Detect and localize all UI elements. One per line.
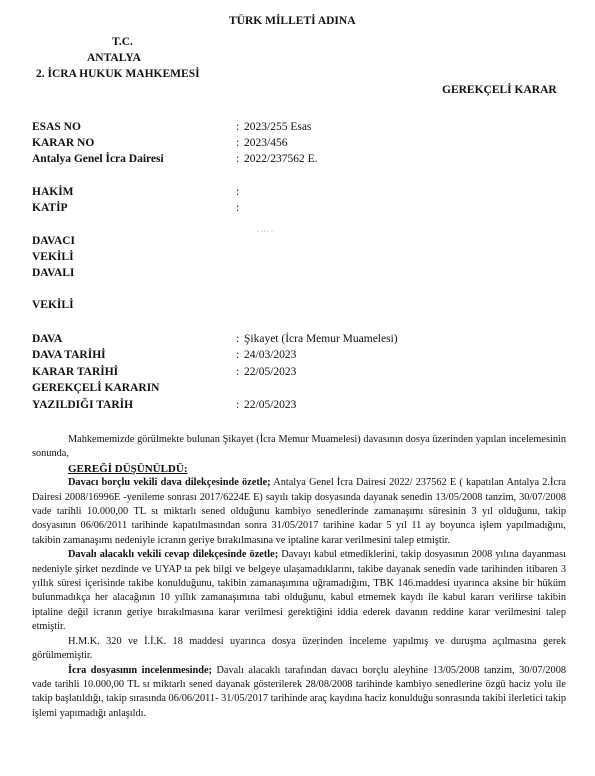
yazildigi-tarih-label: YAZILDIĞI TARİH	[32, 399, 134, 411]
response-text: Davayı kabul etmediklerini, takip dosyasının 2008 yılına dayanması nedeniyle şirket nezdinde ve UYAP ta pek bilgi ve belgeye ulaşamadıklarını, takibe dayanak senedin vade tarihinden itibaren 3 yıllık süresi içerisinde takibe konulduğunu, takibin zamanaşımına uğramadığını, TBK 146.maddesi uyarınca aksine bir hüküm bulunmadıkça her alacağının 10 yıllık zamanaşımına tabi olduğunu, kabul etmemek kaydı ile kabul kararı verilirse takibin iptaline değil icranın geriye bırakılmasına karar verilmesi gerektiğini iddia ederek davanın reddine karar verilmesini talep etmiştir.	[32, 549, 566, 633]
katip-sep: :	[236, 202, 240, 214]
body-text	[32, 433, 566, 721]
vekili-label-1: VEKİLİ	[32, 251, 74, 263]
examination-text: Davalı alacaklı tarafından davacı borçlu aleyhine 13/05/2008 tanzim, 30/07/2008 vade tarihli 10.000,00 TL sı miktarlı sened dayanak gösterilerek 28/08/2008 tarihinde kambiyo senedlerine özgü haciz yolu ile takip başlatıldığı, takip sırasında 06/06/2011- 31/05/2017 tarihinde araç kaydına haciz konulduğu sonrasında takibi ilerletici takip işlemi yapımadığı anlaşıldı.	[32, 664, 566, 719]
court-heading: 2. İCRA HUKUK MAHKEMESİ	[36, 68, 200, 80]
hakim-label: HAKİM	[32, 186, 74, 198]
esas-no-value: 2023/255 Esas	[244, 121, 312, 133]
yazildigi-tarih-value: 22/05/2023	[244, 399, 297, 411]
dava-tarihi-sep: :	[236, 349, 240, 361]
karar-no-label: KARAR NO	[32, 137, 95, 149]
davaci-label: DAVACI	[32, 235, 76, 247]
karar-no-value: 2023/456	[244, 137, 288, 149]
dava-label: DAVA	[32, 333, 63, 345]
claim-text: Antalya Genel İcra Dairesi 2022/ 237562 E ( kapatılan Antalya 2.İcra Dairesi 2008/16996E -yenileme sonrası 2017/6224E E) sayılı takip dosyasında dayanak senedin 13/05/2008 tanzim, 30/07/2008 vade tarihli 10.000,00 TL sı miktarlı sened olduğunu kambiyo senedlerinde zamanaşımı süresinin 3 yıl olduğunu, takip dosyasının 06/06/2011 tarihinde kapatılmasından sonra 31/05/2017 tarihine kadar 5 yıl 11 ay boyunca işlem yapılmadığını, takibin zamanaşımı nedeniyle icranın geriye bırakılmasına ve iptaline karar verilmesini talep etmiştir.	[32, 477, 566, 546]
vekili-label-2: VEKİLİ	[32, 299, 74, 311]
yazildigi-tarih-sep: :	[236, 399, 240, 411]
intro-paragraph: Mahkememizde görülmekte bulunan Şikayet (İcra Memur Muamelesi) davasının dosya üzerinden yapılan incelemesinin sonunda,	[32, 434, 566, 460]
procedure-paragraph: H.M.K. 320 ve İ.İ.K. 18 maddesi uyarınca dosya üzerinden inceleme yapılmış ve duruşma açılmasına gerek görülmemiştir.	[32, 635, 566, 662]
examination-paragraph	[32, 664, 566, 722]
tc-heading: T.C.	[112, 36, 133, 48]
hakim-sep: :	[236, 186, 240, 198]
document-title: TÜRK MİLLETİ ADINA	[229, 15, 356, 27]
dava-value: Şikayet (İcra Memur Muamelesi)	[244, 333, 398, 345]
response-paragraph	[32, 548, 566, 634]
gerekceli-kararin-label: GEREKÇELİ KARARIN	[32, 382, 160, 394]
decision-type-heading: GEREKÇELİ KARAR	[442, 84, 557, 96]
katip-label: KATİP	[32, 202, 68, 214]
icra-dairesi-value: 2022/237562 E.	[244, 153, 318, 165]
karar-tarihi-label: KARAR TARİHİ	[32, 366, 119, 378]
icra-dairesi-sep: :	[236, 153, 240, 165]
karar-no-sep: :	[236, 137, 240, 149]
karar-tarihi-value: 22/05/2023	[244, 366, 297, 378]
section-title: GEREĞİ DÜŞÜNÜLDÜ:	[68, 462, 188, 475]
response-lead: Davalı alacaklı vekili cevap dilekçesinde özetle;	[68, 549, 279, 561]
examination-lead: İcra dosyasının incelenmesinde;	[68, 664, 212, 676]
icra-dairesi-label: Antalya Genel İcra Dairesi	[32, 153, 164, 165]
dava-tarihi-label: DAVA TARİHİ	[32, 349, 106, 361]
dava-sep: :	[236, 333, 240, 345]
claim-lead: Davacı borçlu vekili dava dilekçesinde özetle;	[68, 477, 271, 489]
city-heading: ANTALYA	[87, 52, 141, 64]
claim-paragraph	[32, 476, 566, 548]
redaction-mark: ˙ ˙˙˙ ˙	[256, 229, 274, 238]
esas-no-label: ESAS NO	[32, 121, 81, 133]
karar-tarihi-sep: :	[236, 366, 240, 378]
davali-label: DAVALI	[32, 267, 75, 279]
dava-tarihi-value: 24/03/2023	[244, 349, 297, 361]
esas-no-sep: :	[236, 121, 240, 133]
